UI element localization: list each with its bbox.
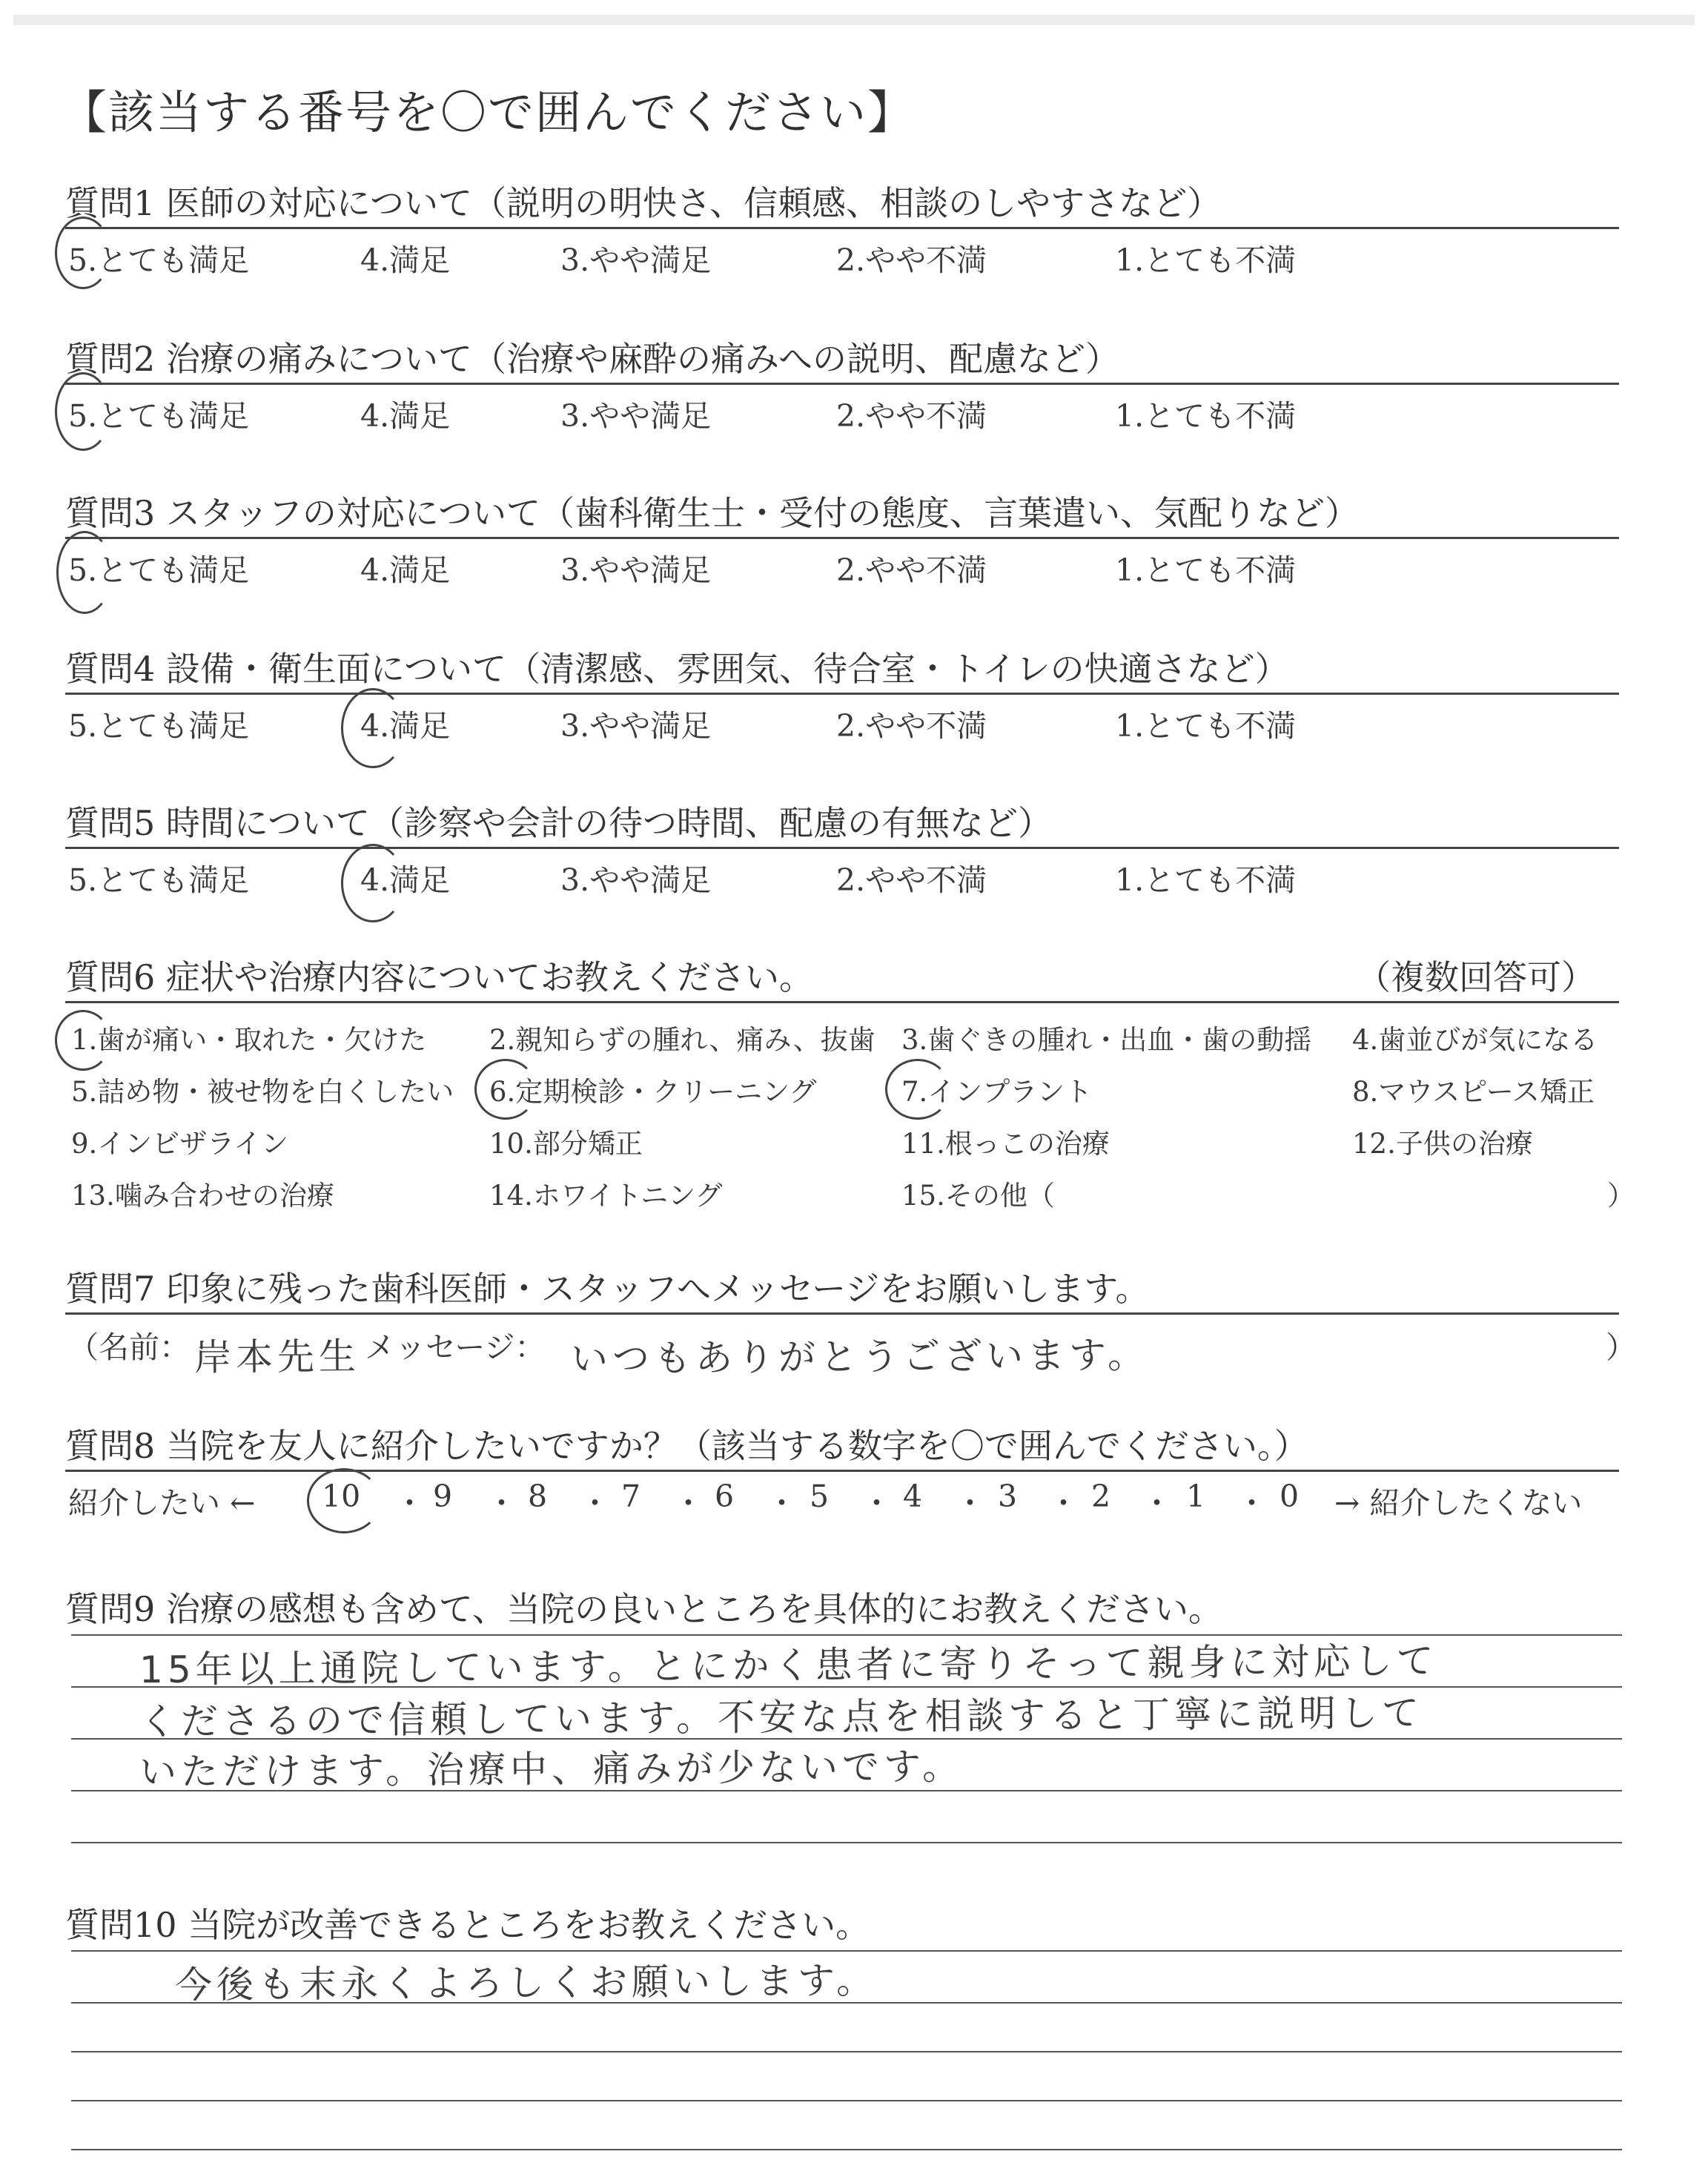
- question-1-rule: [65, 227, 1619, 229]
- q2-option-3[interactable]: 3.やや満足: [560, 398, 712, 434]
- q6-item-9[interactable]: 9.インビザライン: [71, 1128, 289, 1160]
- q10-line-rule-3: [71, 2051, 1622, 2052]
- scan-top-edge: [13, 15, 1695, 25]
- question-6-label: 質問6 症状や治療内容についてお教えください。: [65, 957, 813, 997]
- q3-option-1[interactable]: 1.とても不満: [1115, 552, 1297, 588]
- q1-option-4[interactable]: 4.満足: [360, 242, 451, 278]
- q6-item-10[interactable]: 10.部分矯正: [489, 1128, 643, 1160]
- q8-score-5[interactable]: 5: [810, 1479, 830, 1514]
- q8-sep: ・: [486, 1485, 517, 1521]
- q8-sep: ・: [1048, 1485, 1079, 1521]
- q6-item-2[interactable]: 2.親知らずの腫れ、痛み、抜歯: [489, 1024, 875, 1056]
- question-5-label: 質問5 時間について（診察や会計の待つ時間、配慮の有無など）: [65, 803, 1052, 843]
- q6-selected-circle-1: [55, 1010, 111, 1071]
- q2-option-4[interactable]: 4.満足: [360, 398, 451, 434]
- q6-item-8[interactable]: 8.マウスピース矯正: [1352, 1076, 1595, 1108]
- q1-option-2[interactable]: 2.やや不満: [836, 242, 987, 278]
- q6-item-15[interactable]: 15.その他（: [901, 1180, 1055, 1212]
- q8-sep: ・: [580, 1485, 610, 1521]
- question-5-rule: [65, 847, 1619, 849]
- q8-score-3[interactable]: 3: [998, 1479, 1018, 1514]
- q6-item-12[interactable]: 12.子供の治療: [1352, 1128, 1533, 1160]
- q9-answer-line-1[interactable]: 15年以上通院しています。とにかく患者に寄りそって親身に対応して: [139, 1639, 1438, 1692]
- q7-close-paren: ）: [1606, 1330, 1636, 1365]
- q8-selected-circle: [307, 1468, 381, 1533]
- q9-answer-line-2[interactable]: くださるので信頼しています。不安な点を相談すると丁寧に説明して: [139, 1691, 1424, 1744]
- page-title: 【該当する番号を〇で囲んでください】: [61, 85, 916, 139]
- question-4-label: 質問4 設備・衛生面について（清潔感、雰囲気、待合室・トイレの快適さなど）: [65, 649, 1289, 689]
- q3-option-3[interactable]: 3.やや満足: [560, 552, 712, 588]
- q6-item-7[interactable]: 7.インプラント: [901, 1076, 1093, 1108]
- question-2-rule: [65, 383, 1619, 385]
- q8-sep: ・: [767, 1485, 797, 1521]
- q10-line-rule-4: [71, 2100, 1622, 2101]
- q8-score-0[interactable]: 0: [1280, 1479, 1300, 1514]
- q10-line-rule-5: [71, 2149, 1622, 2150]
- q6-item-5[interactable]: 5.詰め物・被せ物を白くしたい: [71, 1076, 454, 1108]
- q2-option-1[interactable]: 1.とても不満: [1115, 398, 1297, 434]
- q7-name-label: （名前：: [68, 1330, 190, 1365]
- q6-item-15-close: ）: [1607, 1180, 1635, 1212]
- q6-item-1[interactable]: 1.歯が痛い・取れた・欠けた: [71, 1024, 427, 1056]
- q8-sep: ・: [1142, 1485, 1172, 1521]
- q8-sep: ・: [861, 1485, 892, 1521]
- q6-item-14[interactable]: 14.ホワイトニング: [489, 1180, 723, 1212]
- question-2-label: 質問2 治療の痛みについて（治療や麻酔の痛みへの説明、配慮など）: [65, 339, 1120, 379]
- q8-sep: ・: [1237, 1485, 1267, 1521]
- q9-answer-line-3[interactable]: いただけます。治療中、痛みが少ないです。: [139, 1745, 964, 1794]
- q8-left-label: 紹介したい ←: [68, 1485, 256, 1521]
- question-8-rule: [65, 1470, 1619, 1472]
- question-3-label: 質問3 スタッフの対応について（歯科衛生士・受付の態度、言葉遣い、気配りなど）: [65, 493, 1359, 533]
- question-7-rule: [65, 1312, 1619, 1315]
- q5-selected-circle: [341, 844, 405, 922]
- q6-item-11[interactable]: 11.根っこの治療: [901, 1128, 1110, 1160]
- q3-selected-circle: [56, 531, 113, 614]
- q2-option-5[interactable]: 5.とても満足: [68, 398, 250, 434]
- q8-sep: ・: [394, 1485, 425, 1521]
- q1-option-3[interactable]: 3.やや満足: [560, 242, 712, 278]
- q5-option-5[interactable]: 5.とても満足: [68, 862, 250, 898]
- q2-selected-circle: [55, 372, 111, 451]
- question-10-label: 質問10 当院が改善できるところをお教えください。: [65, 1905, 870, 1945]
- q6-selected-circle-7: [885, 1059, 950, 1120]
- question-6-note: （複数回答可）: [1357, 957, 1595, 997]
- q4-option-4[interactable]: 4.満足: [360, 708, 451, 744]
- q10-answer-line-1[interactable]: 今後も末永くよろしくお願いします。: [174, 1958, 878, 2007]
- q9-line-rule-5: [71, 1842, 1622, 1843]
- q8-score-8[interactable]: 8: [528, 1479, 548, 1514]
- q8-score-7[interactable]: 7: [621, 1479, 641, 1514]
- q8-score-1[interactable]: 1: [1186, 1479, 1206, 1514]
- q1-option-1[interactable]: 1.とても不満: [1115, 242, 1297, 278]
- q8-score-2[interactable]: 2: [1091, 1479, 1111, 1514]
- question-4-rule: [65, 693, 1619, 695]
- q4-option-1[interactable]: 1.とても不満: [1115, 708, 1297, 744]
- q5-option-1[interactable]: 1.とても不満: [1115, 862, 1297, 898]
- question-1-label: 質問1 医師の対応について（説明の明快さ、信頼感、相談のしやすさなど）: [65, 183, 1222, 223]
- q5-option-4[interactable]: 4.満足: [360, 862, 451, 898]
- q1-option-5[interactable]: 5.とても満足: [68, 242, 250, 278]
- question-7-label: 質問7 印象に残った歯科医師・スタッフへメッセージをお願いします。: [65, 1269, 1150, 1309]
- q2-option-2[interactable]: 2.やや不満: [836, 398, 987, 434]
- q7-name-value[interactable]: 岸本先生: [193, 1335, 361, 1379]
- q3-option-4[interactable]: 4.満足: [360, 552, 451, 588]
- q8-score-9[interactable]: 9: [433, 1479, 453, 1514]
- q6-selected-circle-6: [474, 1059, 537, 1120]
- question-3-rule: [65, 537, 1619, 539]
- q6-item-4[interactable]: 4.歯並びが気になる: [1352, 1024, 1598, 1056]
- q4-option-5[interactable]: 5.とても満足: [68, 708, 250, 744]
- q6-item-13[interactable]: 13.噛み合わせの治療: [71, 1180, 334, 1212]
- q4-option-2[interactable]: 2.やや不満: [836, 708, 987, 744]
- question-9-label: 質問9 治療の感想も含めて、当院の良いところを具体的にお教えください。: [65, 1589, 1222, 1629]
- q7-message-label: メッセージ：: [365, 1330, 546, 1365]
- q8-score-4[interactable]: 4: [903, 1479, 923, 1514]
- question-6-rule: [65, 1001, 1619, 1003]
- q8-score-10[interactable]: 10: [322, 1479, 361, 1514]
- q5-option-2[interactable]: 2.やや不満: [836, 862, 987, 898]
- q5-option-3[interactable]: 3.やや満足: [560, 862, 712, 898]
- q1-selected-circle: [55, 217, 111, 289]
- q8-sep: ・: [955, 1485, 985, 1521]
- q6-item-3[interactable]: 3.歯ぐきの腫れ・出血・歯の動揺: [901, 1024, 1312, 1056]
- q8-score-6[interactable]: 6: [715, 1479, 735, 1514]
- q4-option-3[interactable]: 3.やや満足: [560, 708, 712, 744]
- q8-right-label: → 紹介したくない: [1334, 1485, 1583, 1521]
- q3-option-5[interactable]: 5.とても満足: [68, 552, 250, 588]
- q3-option-2[interactable]: 2.やや不満: [836, 552, 987, 588]
- q7-message-value[interactable]: いつもありがとうございます。: [570, 1333, 1150, 1381]
- q4-selected-circle: [341, 688, 405, 768]
- question-8-label: 質問8 当院を友人に紹介したいですか？（該当する数字を〇で囲んでください。）: [65, 1426, 1308, 1466]
- q8-sep: ・: [673, 1485, 704, 1521]
- q6-item-6[interactable]: 6.定期検診・クリーニング: [489, 1076, 817, 1108]
